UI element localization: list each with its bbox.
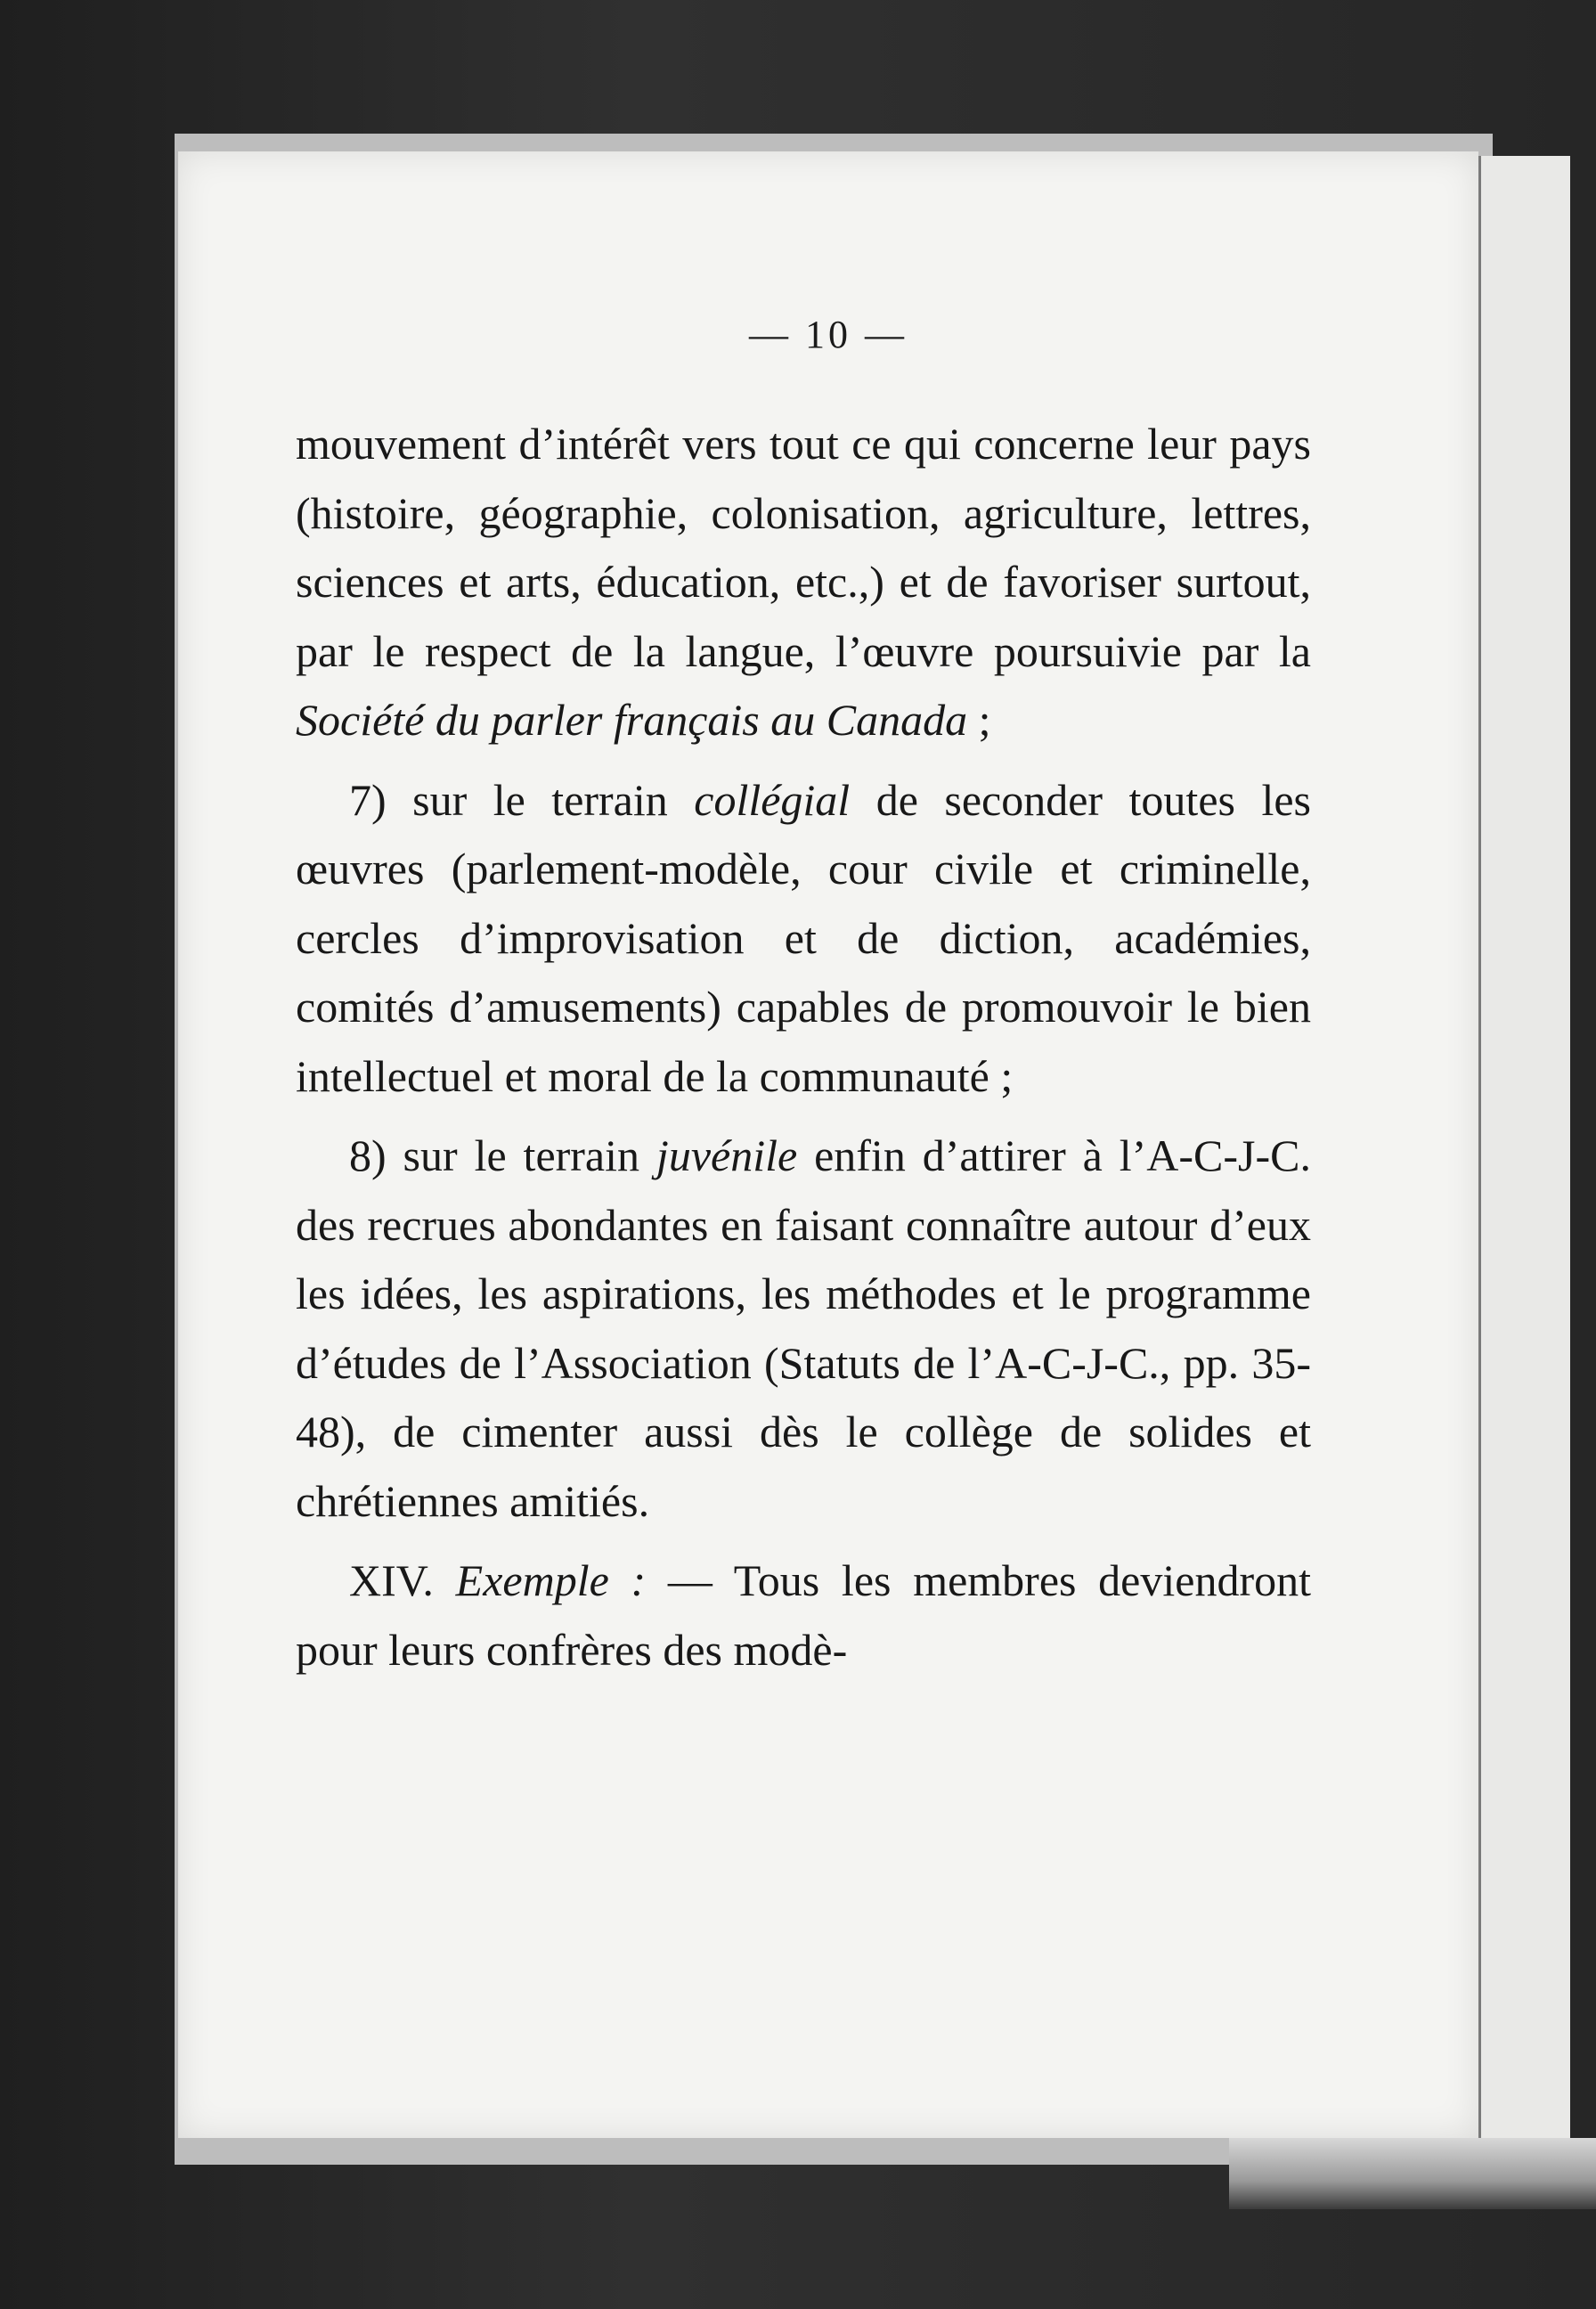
italic-collegial: collégial xyxy=(694,774,851,825)
italic-juvenile: juvénile xyxy=(656,1130,798,1180)
paragraph-section-xiv: XIV. Exemple : — Tous les membres deviendront pour leurs confrères des modè- xyxy=(296,1555,1312,1675)
scan-glare xyxy=(1229,2138,1596,2209)
page-body xyxy=(296,410,1311,1695)
adjacent-page-edge xyxy=(1478,156,1570,2151)
book-page xyxy=(178,151,1478,2138)
paragraph-item-8: 8) sur le terrain juvénile enfin d’attirer à l’A-C-J-C. des recrues abondantes en faisant connaître autour d’eux les idées, les aspirations, les méthodes et le programme d’études de l’Association (Statuts de l’A-C-J-C., pp. 35-48), de cimenter aussi dès le collège de solides et chrétiennes amitiés. xyxy=(296,1130,1311,1526)
italic-society-name: Société du parler français au Canada xyxy=(296,695,968,745)
paragraph-continuation: mouvement d’intérêt vers tout ce qui concerne leur pays (histoire, géographie, colonisation, agriculture, lettres, sciences et arts, éducation, etc.,) et de favoriser surtout, par le respect de la langue, l’œuvre poursuivie par la Société du parler français au Canada ; xyxy=(296,419,1311,745)
page-number: — 10 — xyxy=(749,313,908,356)
paragraph-item-7: 7) sur le terrain collégial de seconder toutes les œuvres (parlement-modèle, cour civile et criminelle, cercles d’improvisation et de diction, académies, comités d’amusements) capables de promouvoir le bien intellectuel et moral de la communauté ; xyxy=(296,774,1311,1101)
italic-exemple: Exemple : xyxy=(455,1555,647,1605)
